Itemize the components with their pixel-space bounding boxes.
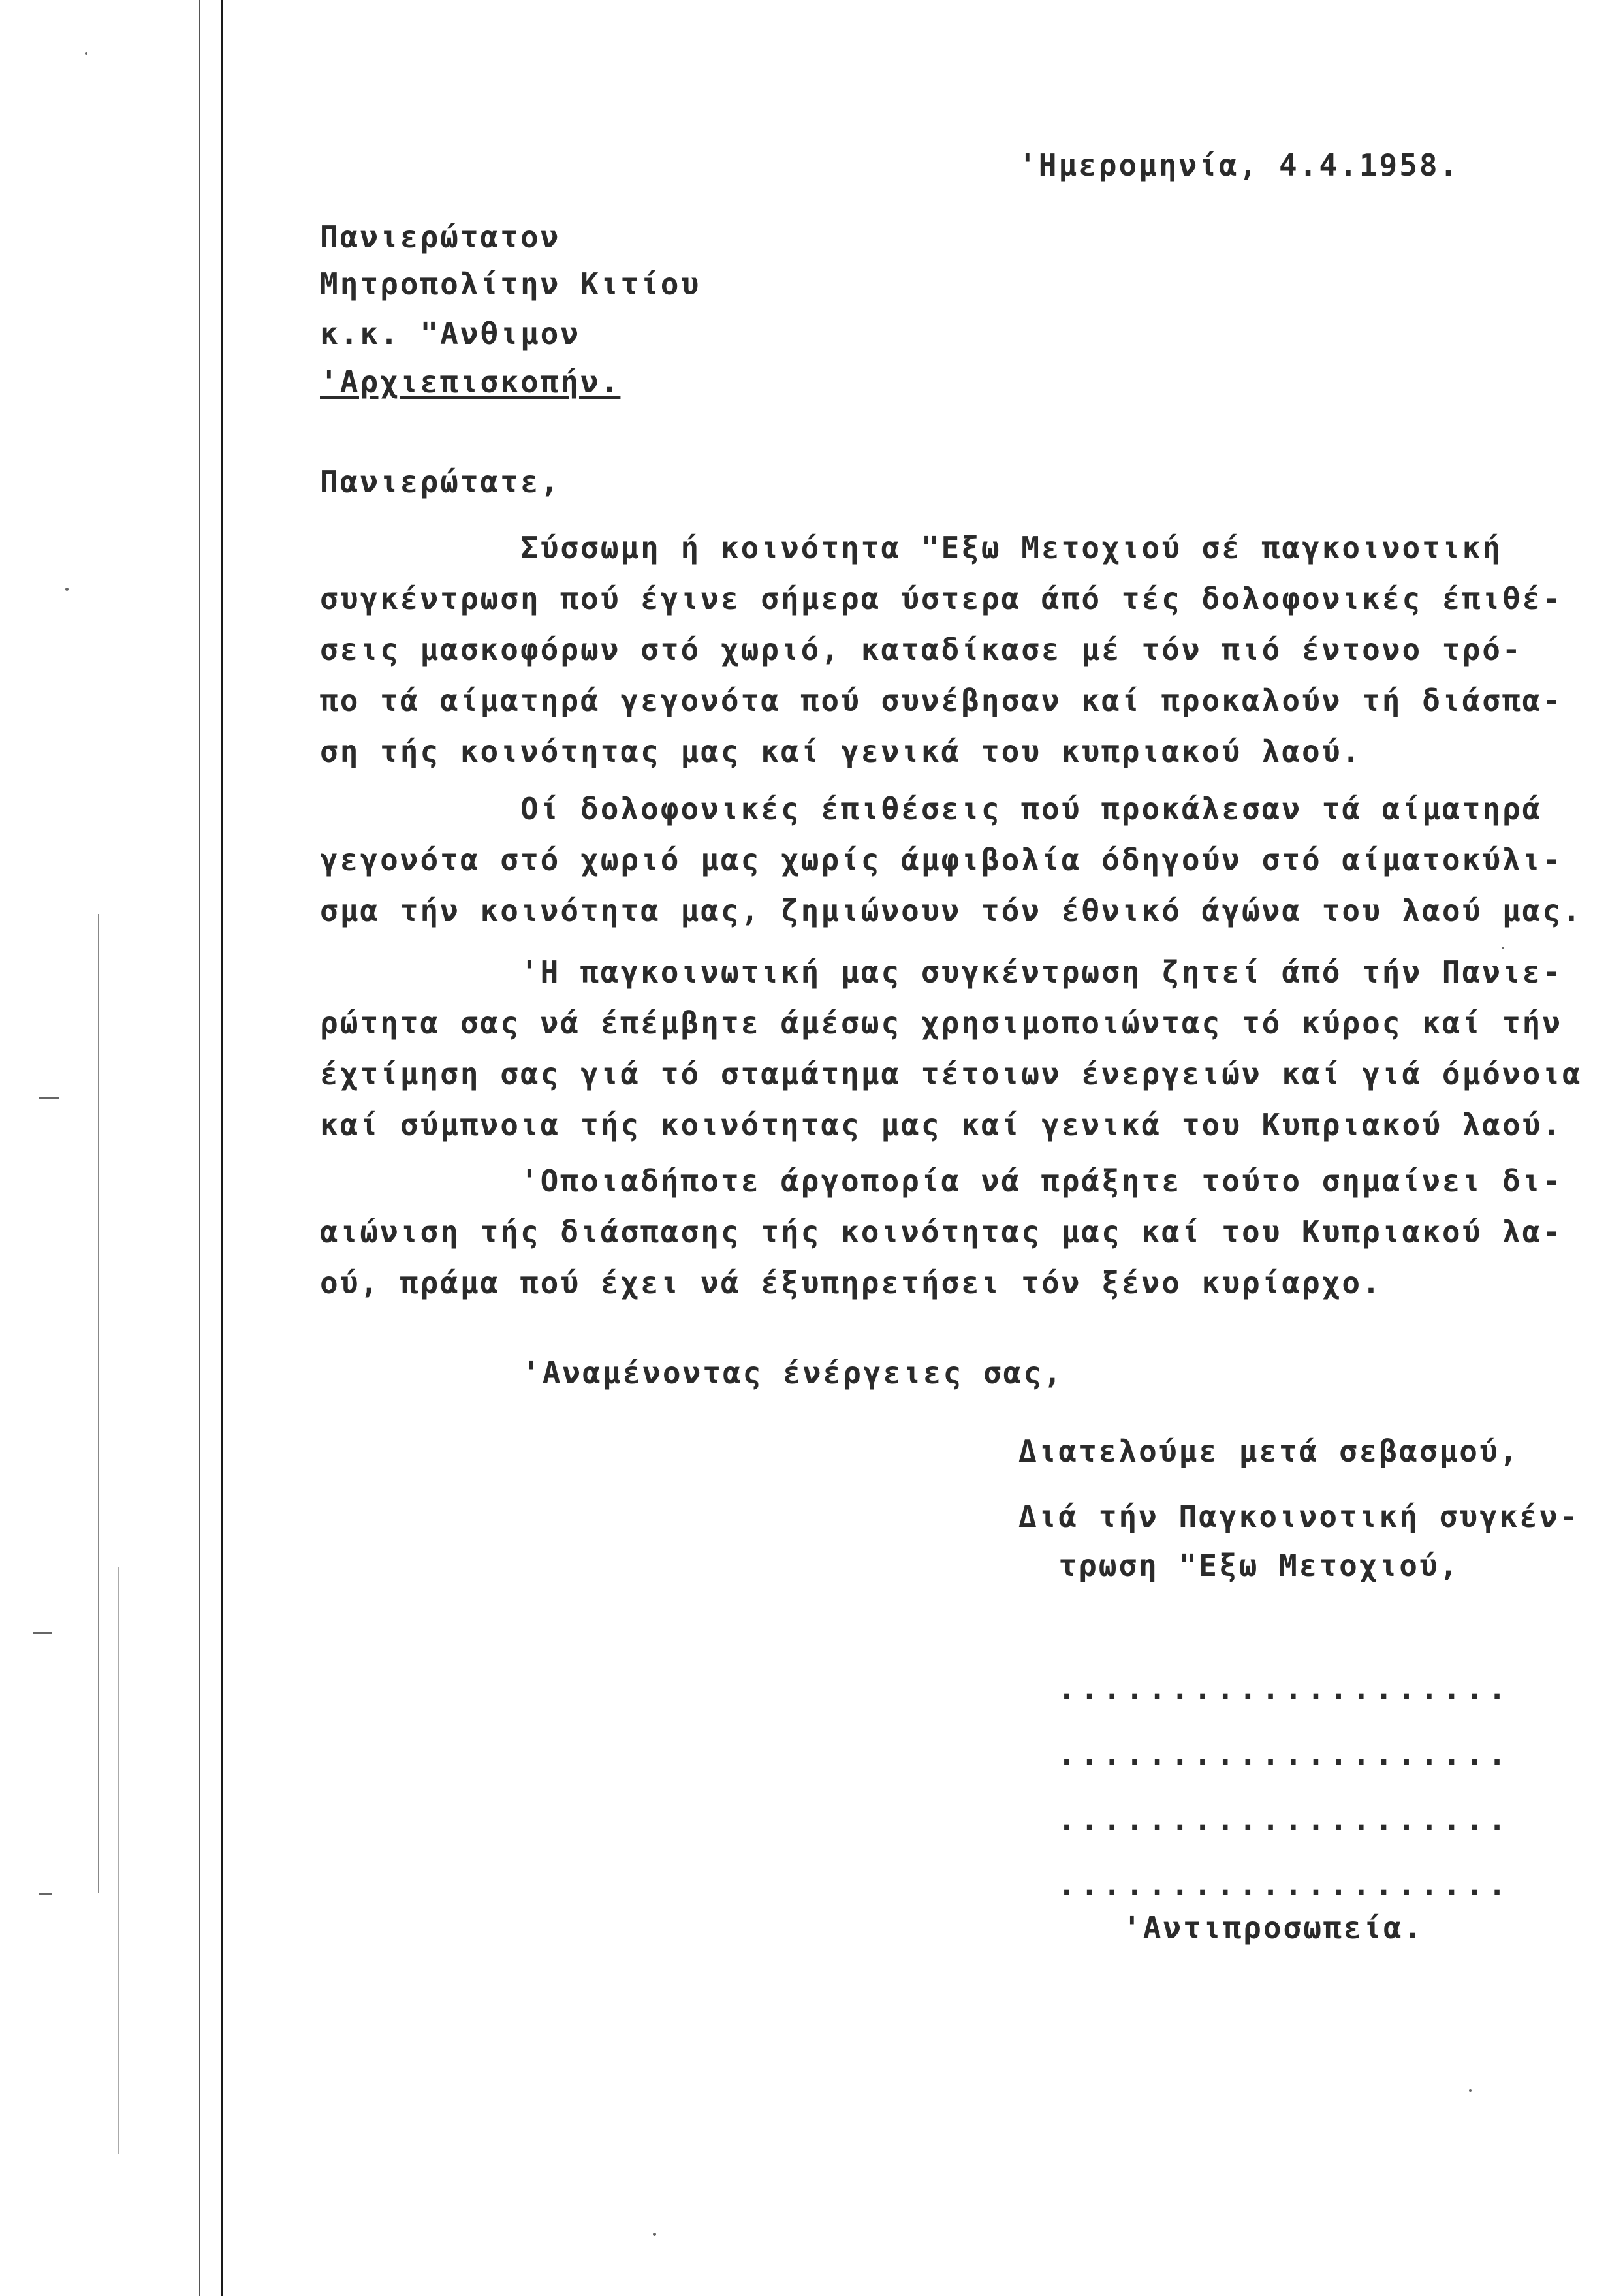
scan-edge-line — [118, 1567, 119, 2154]
scan-edge-line — [199, 0, 200, 2296]
closing-line-1: Διατελούμε μετά σεβασμού, — [1018, 1434, 1520, 1469]
scan-speck — [39, 1097, 59, 1099]
scan-speck — [65, 588, 69, 591]
signature-line: .................... — [1058, 1802, 1511, 1837]
scan-speck — [1469, 2089, 1472, 2092]
scan-edge-line — [221, 0, 223, 2296]
paragraph-3 — [320, 947, 1583, 1150]
signature-line: .................... — [1058, 1671, 1511, 1706]
paragraph-line: ση τής κοινότητας μας καί γενικά του κυπριακού λαού. — [320, 734, 1363, 769]
scan-speck — [39, 1893, 52, 1895]
letter-date: 'Ημερομηνία, 4.4.1958. — [1018, 148, 1460, 183]
paragraph-line: πο τά αίματηρά γεγονότα πού συνέβησαν καί προκαλούν τή διάσπα- — [320, 683, 1563, 718]
scan-edge-line — [98, 914, 99, 1893]
paragraph-line: Σύσσωμη ή κοινότητα "Εξω Μετοχιού σέ παγκοινοτική — [320, 530, 1502, 565]
paragraph-line: 'Οποιαδήποτε άργοπορία νά πράξητε τούτο σημαίνει δι- — [320, 1163, 1563, 1199]
scan-speck — [85, 52, 87, 55]
signatory: 'Αντιπροσωπεία. — [1123, 1910, 1424, 1945]
paragraph-line: σμα τήν κοινότητα μας, ζημιώνουν τόν έθνικό άγώνα του λαού μας. — [320, 893, 1583, 928]
closing-line-3: τρωση "Εξω Μετοχιού, — [1018, 1548, 1460, 1583]
signature-line: .................... — [1058, 1867, 1511, 1902]
paragraph-4 — [320, 1156, 1563, 1308]
addressee-line-4: 'Αρχιεπισκοπήν. — [320, 364, 621, 400]
paragraph-2 — [320, 783, 1583, 936]
paragraph-line: συγκέντρωση πού έγινε σήμερα ύστερα άπό τές δολοφονικές έπιθέ- — [320, 581, 1563, 616]
paragraph-line: σεις μασκοφόρων στό χωριό, καταδίκασε μέ τόν πιό έντονο τρό- — [320, 632, 1522, 667]
paragraph-line: ού, πράμα πού έχει νά έξυπηρετήσει τόν ξένο κυρίαρχο. — [320, 1265, 1382, 1300]
paragraph-line: καί σύμπνοια τής κοινότητας μας καί γενικά του Κυπριακού λαού. — [320, 1107, 1563, 1142]
paragraph-1 — [320, 522, 1563, 777]
paragraph-line: Οί δολοφονικές έπιθέσεις πού προκάλεσαν τά αίματηρά — [320, 791, 1543, 826]
awaiting-line: 'Αναμένοντας ένέργειες σας, — [522, 1355, 1064, 1391]
closing-line-2: Διά τήν Παγκοινοτική συγκέν- — [1018, 1499, 1580, 1534]
paragraph-line: 'Η παγκοινωτική μας συγκέντρωση ζητεί άπό τήν Πανιε- — [320, 954, 1563, 990]
scan-speck — [33, 1632, 52, 1634]
addressee-line-2: Μητροπολίτην Κιτίου — [320, 266, 701, 302]
addressee-line-1: Πανιερώτατον — [320, 219, 561, 255]
paragraph-line: γεγονότα στό χωριό μας χωρίς άμφιβολία όδηγούν στό αίματοκύλι- — [320, 842, 1563, 877]
addressee-line-3: κ.κ. "Ανθιμον — [320, 316, 581, 351]
signature-line: .................... — [1058, 1737, 1511, 1772]
paragraph-line: έχτίμηση σας γιά τό σταμάτημα τέτοιων ένεργειών καί γιά όμόνοια — [320, 1056, 1583, 1092]
paragraph-line: αιώνιση τής διάσπασης τής κοινότητας μας καί του Κυπριακού λα- — [320, 1214, 1563, 1250]
scan-speck — [653, 2233, 656, 2236]
paragraph-line: ρώτητα σας νά έπέμβητε άμέσως χρησιμοποιώντας τό κύρος καί τήν — [320, 1005, 1563, 1041]
salutation: Πανιερώτατε, — [320, 464, 561, 499]
